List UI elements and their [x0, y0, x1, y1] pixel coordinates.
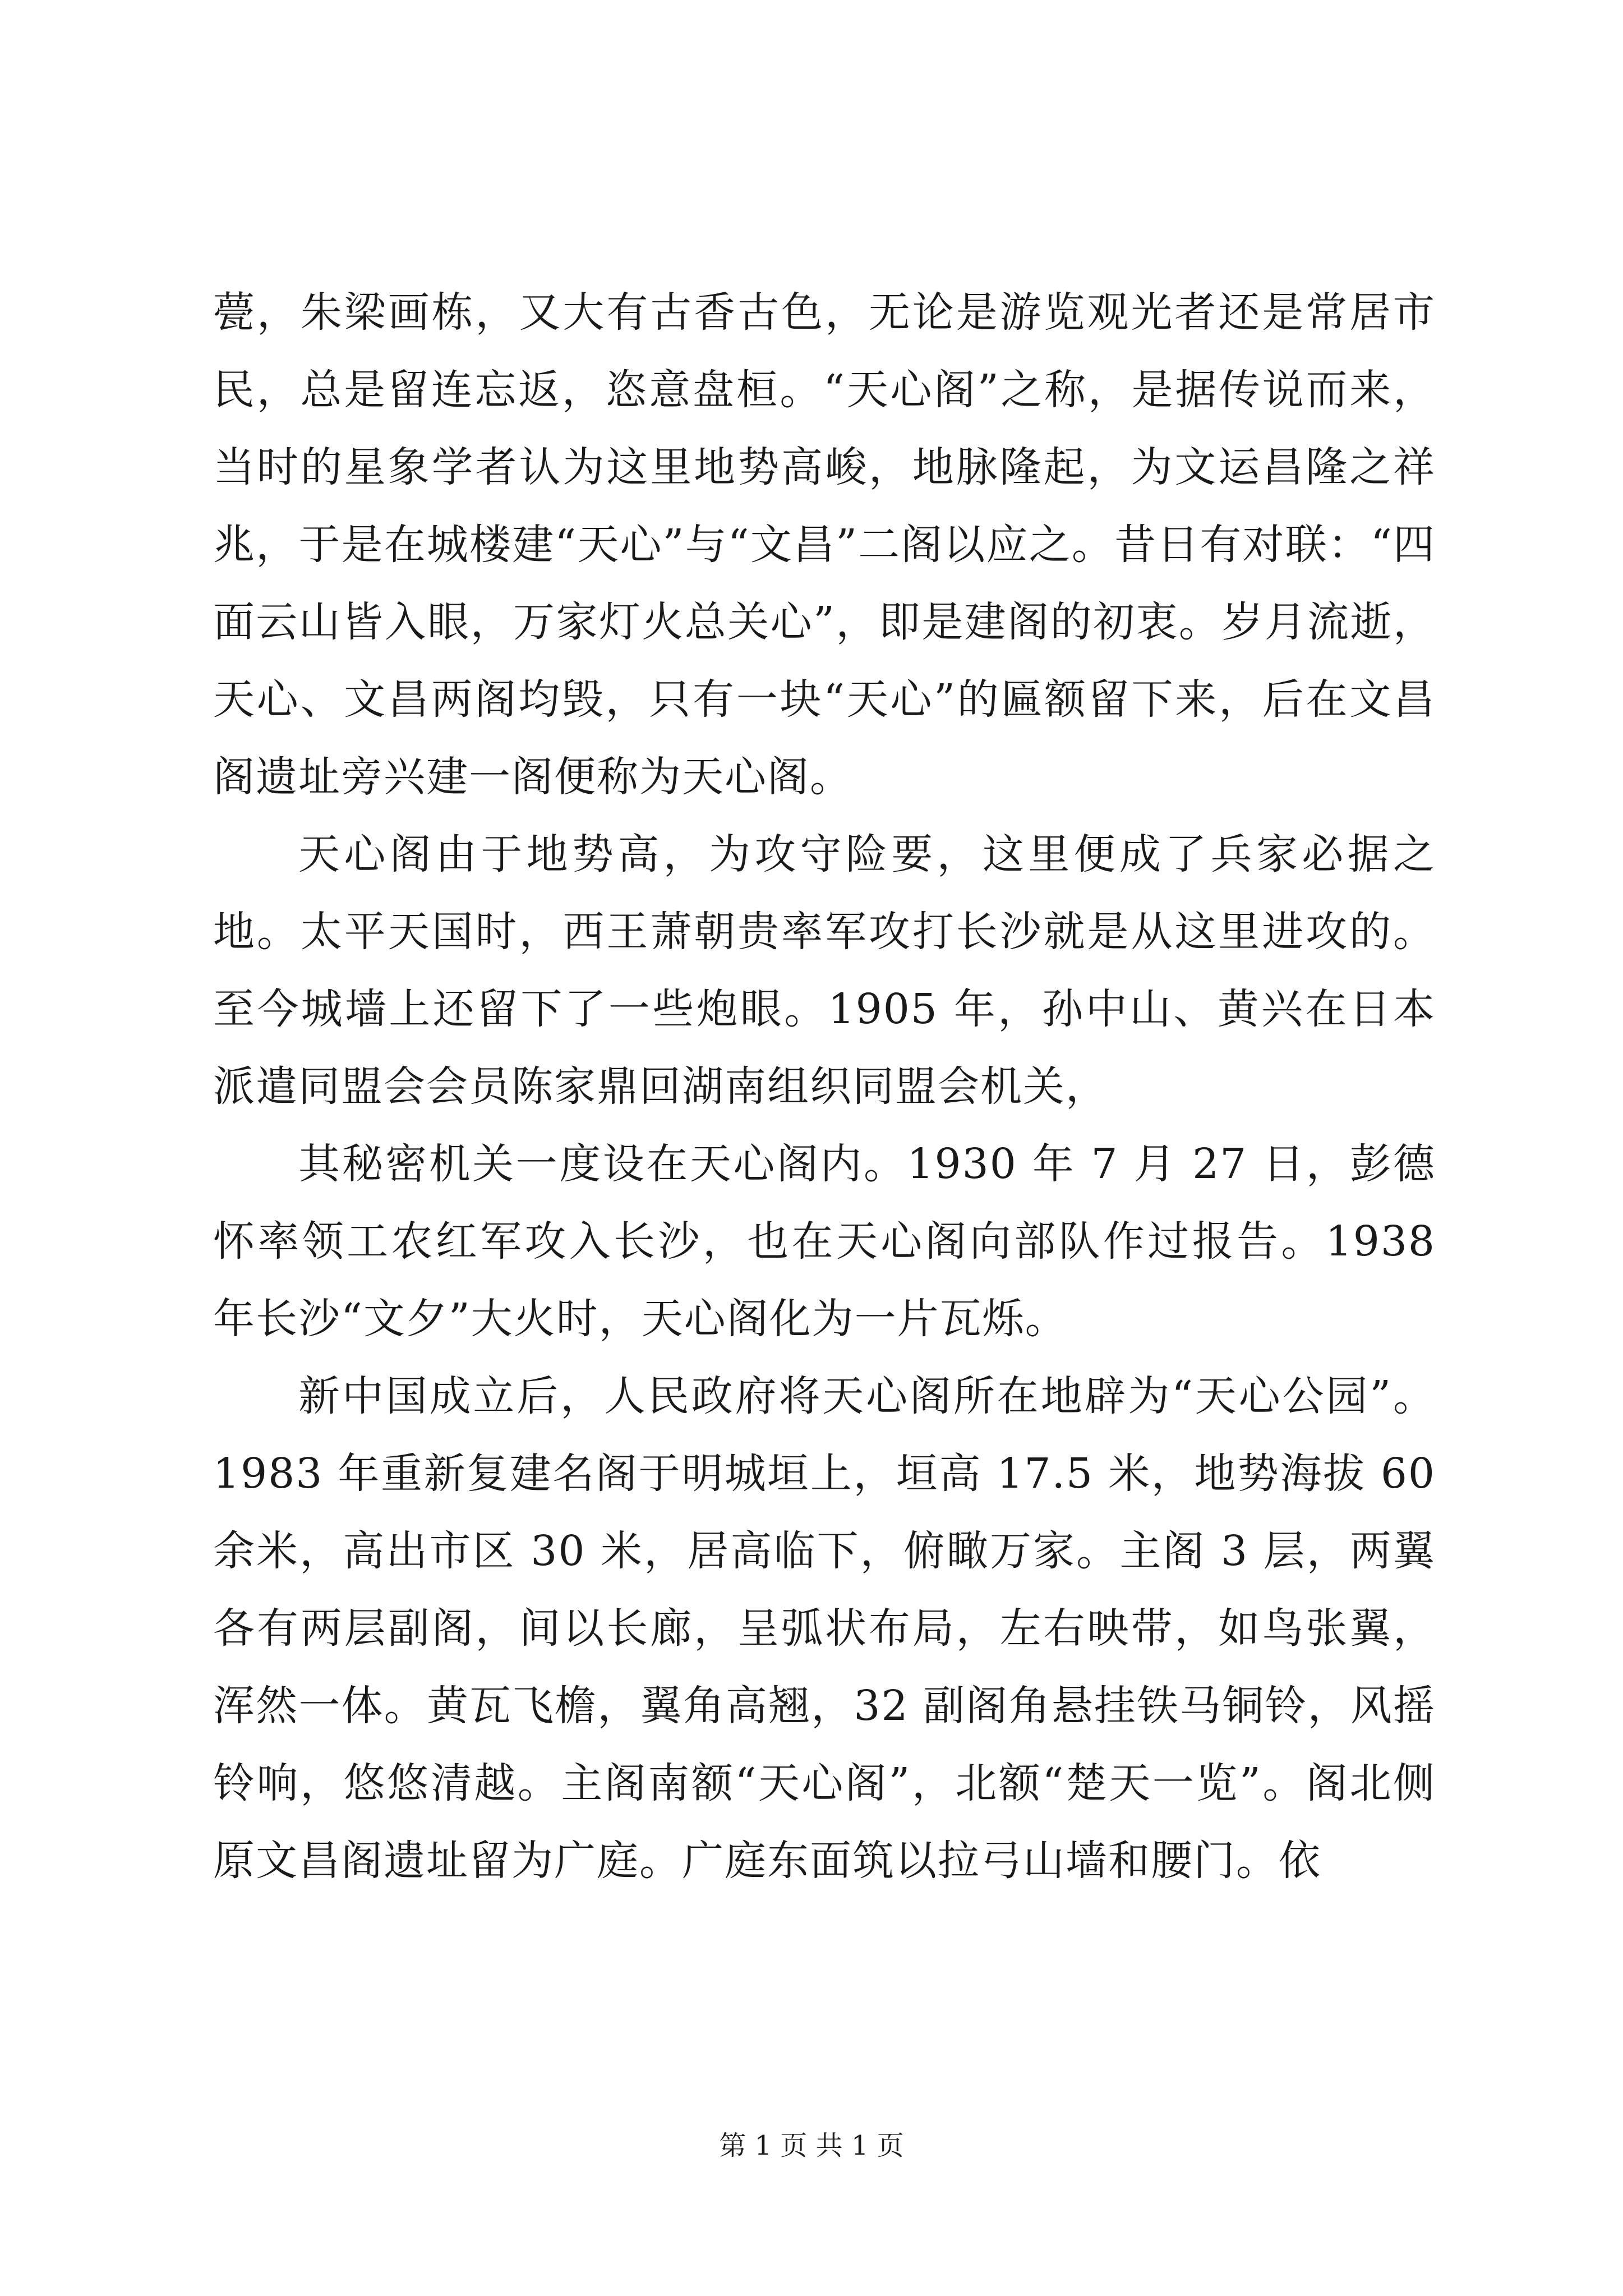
- page-footer: 第 1 页 共 1 页: [719, 2130, 904, 2161]
- paragraph-4: 新中国成立后，人民政府将天心阁所在地辟为“天心公园”。1983 年重新复建名阁于明城垣上，垣高 17.5 米，地势海拔 60 余米，高出市区 30 米，居高临下，俯瞰万家。主阁 3 层，两翼各有两层副阁，间以长廊，呈弧状布局，左右映带，如鸟张翼，浑然一体。黄瓦飞檐，翼角高翘，32 副阁角悬挂铁马铜铃，风摇铃响，悠悠清越。主阁南额“天心阁”，北额“楚天一览”。阁北侧原文昌阁遗址留为广庭。广庭东面筑以拉弓山墙和腰门。依: [213, 1372, 1436, 1885]
- paragraph-3: 其秘密机关一度设在天心阁内。1930 年 7 月 27 日，彭德怀率领工农红军攻入长沙，也在天心阁向部队作过报告。1938 年长沙“文夕”大火时，天心阁化为一片瓦烁。: [213, 1140, 1436, 1343]
- document-body: [213, 274, 1436, 1899]
- paragraph-1: 甍，朱梁画栋，又大有古香古色，无论是游览观光者还是常居市民，总是留连忘返，恣意盘桓。“天心阁”之称，是据传说而来，当时的星象学者认为这里地势高峻，地脉隆起，为文运昌隆之祥兆，于是在城楼建“天心”与“文昌”二阁以应之。昔日有对联：“四面云山皆入眼，万家灯火总关心”，即是建阁的初衷。岁月流逝，天心、文昌两阁均毁，只有一块“天心”的匾额留下来，后在文昌阁遗址旁兴建一阁便称为天心阁。: [213, 288, 1436, 801]
- paragraph-2: 天心阁由于地势高，为攻守险要，这里便成了兵家必据之地。太平天国时，西王萧朝贵率军攻打长沙就是从这里进攻的。至今城墙上还留下了一些炮眼。1905 年，孙中山、黄兴在日本派遣同盟会会员陈家鼎回湖南组织同盟会机关，: [213, 830, 1436, 1111]
